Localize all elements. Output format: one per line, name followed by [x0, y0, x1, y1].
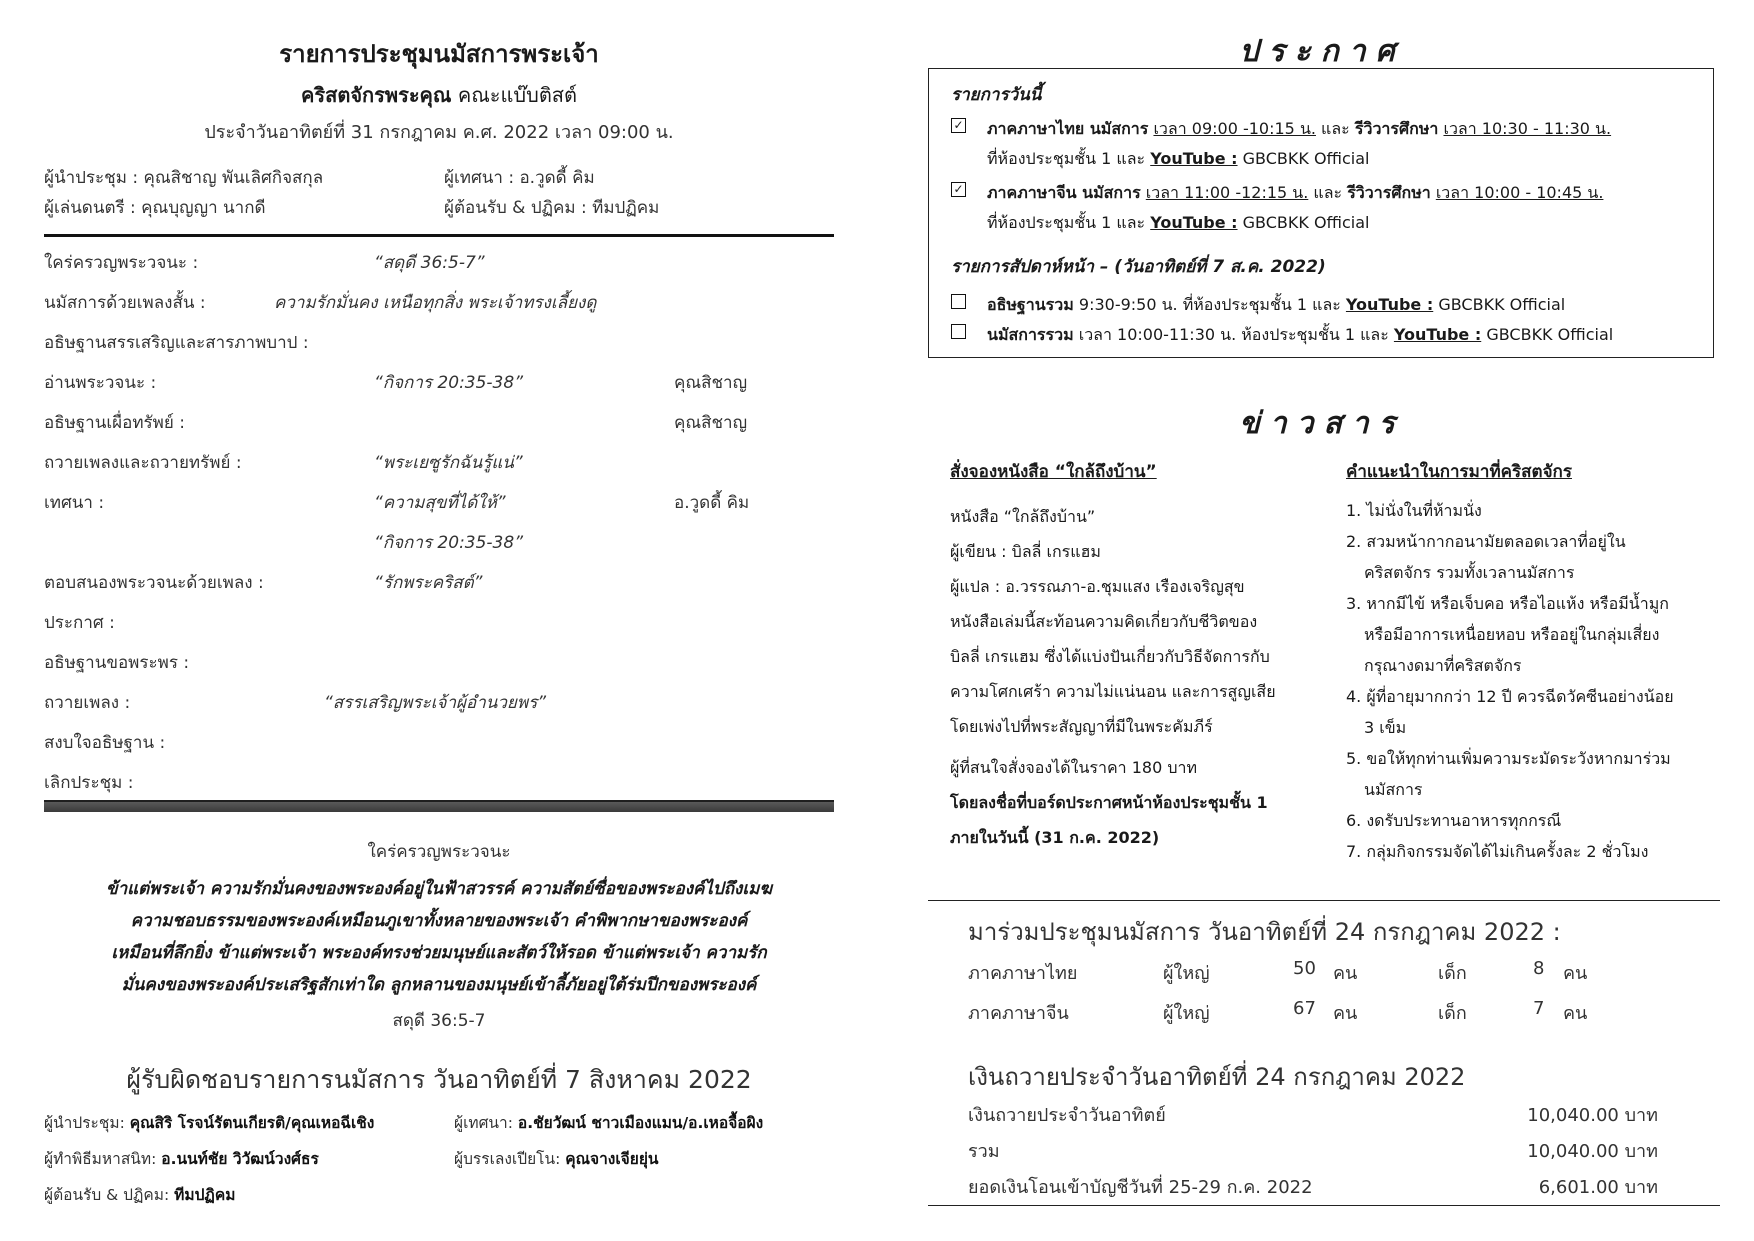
book-price: ผู้ที่สนใจสั่งจองได้ในราคา 180 บาท	[950, 758, 1198, 777]
visit-guidelines	[1346, 458, 1716, 867]
resp-welcome: ผู้ต้อนรับ & ปฏิคม: ทีมปฏิคม	[44, 1186, 236, 1204]
header-divider	[44, 234, 834, 237]
church-denomination: คณะแบ๊บติสต์	[457, 83, 577, 107]
next-week-responsible	[44, 1110, 844, 1210]
book-line: บิลลี่ เกรแฮม ซึ่งได้แบ่งปันเกี่ยวกับวิธีจัดการกับ	[950, 647, 1270, 666]
book-line: ความโศกเศร้า ความไม่แน่นอน และการสูญเสีย	[950, 682, 1276, 701]
order-row	[44, 483, 834, 517]
guideline-item	[1346, 743, 1716, 805]
offering-row-total: รวม 10,040.00 บาท	[968, 1141, 1658, 1162]
resp-leader: ผู้นำประชุม: คุณสิริ โรจน์รัตนเกียรติ/คุณเหอฉีเชิง	[44, 1114, 375, 1132]
leader-line: ผู้นำประชุม : คุณสิชาญ พันเลิศกิจสกุล	[44, 168, 324, 188]
book-line: ผู้เขียน : บิลลี่ เกรแฮม	[950, 542, 1101, 561]
order-detail: “กิจการ 20:35-38”	[374, 373, 523, 393]
order-label: ถวายเพลง :	[44, 693, 131, 713]
guideline-text-cont: 3 เข็ม	[1364, 718, 1407, 737]
youtube-link[interactable]: YouTube :	[1393, 325, 1482, 344]
news-title: ข่าวสาร	[1239, 406, 1405, 441]
youtube-link[interactable]: YouTube :	[1345, 295, 1434, 314]
next-item-worship: นมัสการรวม เวลา 10:00-11:30 น. ห้องประชุมชั้น 1 และ YouTube : GBCBKK Official	[951, 323, 1691, 349]
order-label: อธิษฐานเผื่อทรัพย์ :	[44, 413, 185, 433]
order-label: เลิกประชุม :	[44, 773, 134, 793]
scripture-reference: สดุดี 36:5-7	[392, 1011, 486, 1031]
book-order-deadline: ภายในวันนี้ (31 ก.ค. 2022)	[950, 828, 1160, 847]
next-week-responsible-title: ผู้รับผิดชอบรายการนมัสการ วันอาทิตย์ที่ 7 สิงหาคม 2022	[126, 1065, 752, 1094]
offering-row-sunday: เงินถวายประจำวันอาทิตย์ 10,040.00 บาท	[968, 1105, 1658, 1126]
guidelines-list	[1346, 495, 1716, 867]
guideline-item	[1346, 495, 1716, 526]
order-label: ถวายเพลงและถวายทรัพย์ :	[44, 453, 242, 473]
musician-line: ผู้เล่นดนตรี : คุณบุญญา นากดี	[44, 198, 266, 218]
welcome-line: ผู้ต้อนรับ & ปฏิคม : ทีมปฏิคม	[444, 198, 660, 218]
guideline-text-cont: หรือมีอาการเหนื่อยหอบ หรืออยู่ในกลุ่มเสี่ยง	[1364, 625, 1660, 644]
order-row	[44, 763, 834, 797]
guideline-text-cont: นมัสการ	[1364, 780, 1423, 799]
book-heading: สั่งจองหนังสือ “ใกล้ถึงบ้าน”	[950, 462, 1157, 482]
order-label: ประกาศ :	[44, 613, 115, 633]
book-line: หนังสือ “ใกล้ถึงบ้าน”	[950, 507, 1096, 526]
guideline-item	[1346, 681, 1716, 743]
checkbox-empty-icon	[951, 294, 966, 309]
order-person: คุณสิชาญ	[674, 373, 748, 393]
checkbox-empty-icon	[951, 324, 966, 339]
order-person: อ.วูดดี้ คิม	[674, 493, 750, 513]
offering-row-transfer: ยอดเงินโอนเข้าบัญชีวันที่ 25-29 ก.ค. 2022 6,601.00 บาท	[968, 1177, 1658, 1198]
order-label: เทศนา :	[44, 493, 105, 513]
book-line: หนังสือเล่มนี้สะท้อนความคิดเกี่ยวกับชีวิตของ	[950, 612, 1258, 631]
attendance-title: มาร่วมประชุมนมัสการ วันอาทิตย์ที่ 24 กรกฎาคม 2022 :	[968, 918, 1561, 946]
guideline-text: 5. ขอให้ทุกท่านเพิ่มความระมัดระวังหากมาร่วม	[1346, 749, 1671, 768]
order-row	[44, 243, 834, 277]
order-row	[44, 363, 834, 397]
order-detail: “สรรเสริญพระเจ้าผู้อำนวยพร”	[324, 693, 547, 713]
resp-pianist: ผู้บรรเลงเปียโน: คุณจางเจียยุ่น	[454, 1150, 659, 1168]
book-preorder	[950, 458, 1330, 855]
order-row	[44, 403, 834, 437]
scripture-meditation	[44, 838, 834, 1034]
today-heading: รายการวันนี้	[951, 85, 1042, 105]
guideline-text: 6. งดรับประทานอาหารทุกกรณี	[1346, 811, 1562, 830]
order-row	[44, 283, 834, 317]
order-row	[44, 323, 834, 357]
guideline-item	[1346, 526, 1716, 588]
section-divider-bar	[44, 800, 834, 812]
scripture-line: เหมือนที่ลึกยิ่ง ข้าแต่พระเจ้า พระองค์ทรงช่วยมนุษย์และสัตว์ให้รอด ข้าแต่พระเจ้า ความรัก	[111, 943, 767, 963]
order-detail: “กิจการ 20:35-38”	[374, 533, 523, 553]
order-detail: “รักพระคริสต์”	[374, 573, 483, 593]
service-order-panel	[44, 30, 834, 813]
guideline-text-cont: กรุณางดมาที่คริสตจักร	[1364, 656, 1522, 675]
order-row	[44, 683, 834, 717]
church-name	[44, 79, 834, 111]
guideline-text: 3. หากมีไข้ หรือเจ็บคอ หรือไอแห้ง หรือมีน้ำมูก	[1346, 594, 1669, 613]
bottom-divider	[928, 1205, 1720, 1206]
order-row	[44, 723, 834, 757]
guideline-item	[1346, 836, 1716, 867]
order-person: คุณสิชาญ	[674, 413, 748, 433]
order-row	[44, 443, 834, 477]
scripture-line: มั่นคงของพระองค์ประเสริฐสักเท่าใด ลูกหลานของมนุษย์เข้าลี้ภัยอยู่ใต้ร่มปีกของพระองค์	[121, 975, 757, 995]
order-detail: “สดุดี 36:5-7”	[374, 253, 485, 273]
checkbox-checked-icon: ✓	[951, 182, 966, 197]
resp-preacher: ผู้เทศนา: อ.ชัยวัฒน์ ชาวเมืองแมน/อ.เหอจื้อผิง	[454, 1114, 764, 1132]
book-line: โดยเพ่งไปที่พระสัญญาที่มีในพระคัมภีร์	[950, 717, 1213, 736]
guideline-item	[1346, 805, 1716, 836]
order-label: สงบใจอธิษฐาน :	[44, 733, 166, 753]
attendance-row-thai: ภาคภาษาไทย ผู้ใหญ่ 50 คน เด็ก 8 คน	[968, 958, 1588, 984]
order-row	[44, 563, 834, 597]
guideline-item	[1346, 588, 1716, 681]
book-order-instruction: โดยลงชื่อที่บอร์ดประกาศหน้าห้องประชุมชั้น 1	[950, 793, 1268, 812]
book-line: ผู้แปล : อ.วรรณภา-อ.ชุมแสง เรืองเจริญสุข	[950, 577, 1245, 596]
guideline-text: 4. ผู้ที่อายุมากกว่า 12 ปี ควรฉีดวัคซีนอย่างน้อย	[1346, 687, 1674, 706]
today-item-thai: ✓ ภาคภาษาไทย นมัสการ เวลา 09:00 -10:15 น. และ รีวิวารศึกษา เวลา 10:30 - 11:30 น. ที่ห้องประชุมชั้น 1 และ YouTube : GBCBKK Official	[951, 117, 1691, 177]
checkbox-checked-icon: ✓	[951, 118, 966, 133]
scripture-line: ข้าแต่พระเจ้า ความรักมั่นคงของพระองค์อยู่ในฟ้าสวรรค์ ความสัตย์ซื่อของพระองค์ไปถึงเมฆ	[106, 879, 772, 899]
stats-divider	[928, 900, 1720, 901]
service-date: ประจำวันอาทิตย์ที่ 31 กรกฎาคม ค.ศ. 2022 เวลา 09:00 น.	[204, 122, 674, 143]
order-label: นมัสการด้วยเพลงสั้น :	[44, 293, 206, 313]
order-row	[44, 523, 834, 557]
order-detail: “ความสุขที่ได้ให้”	[374, 493, 506, 513]
order-detail: ความรักมั่นคง เหนือทุกสิ่ง พระเจ้าทรงเลี้ยงดู	[274, 293, 597, 313]
order-detail: “พระเยซูรักฉันรู้แน่”	[374, 453, 523, 473]
announcements-box	[928, 68, 1714, 358]
order-label: อธิษฐานสรรเสริญและสารภาพบาป :	[44, 333, 309, 353]
guideline-text: 7. กลุ่มกิจกรรมจัดได้ไม่เกินครั้งละ 2 ชั่วโมง	[1346, 842, 1649, 861]
guideline-text: 1. ไม่นั่งในที่ห้ามนั่ง	[1346, 501, 1482, 520]
today-item-chinese: ✓ ภาคภาษาจีน นมัสการ เวลา 11:00 -12:15 น. และ รีวิวารศึกษา เวลา 10:00 - 10:45 น. ที่ห้องประชุมชั้น 1 และ YouTube : GBCBKK Official	[951, 181, 1691, 241]
service-title: รายการประชุมนมัสการพระเจ้า	[279, 40, 599, 68]
attendance-row-chinese: ภาคภาษาจีน ผู้ใหญ่ 67 คน เด็ก 7 คน	[968, 998, 1588, 1024]
order-row	[44, 603, 834, 637]
order-row	[44, 643, 834, 677]
guideline-text-cont: คริสตจักร รวมทั้งเวลานมัสการ	[1364, 563, 1575, 582]
next-item-prayer: อธิษฐานรวม 9:30-9:50 น. ที่ห้องประชุมชั้น 1 และ YouTube : GBCBKK Official	[951, 293, 1691, 319]
scripture-heading: ใคร่ครวญพระวจนะ	[367, 842, 511, 862]
order-label: อธิษฐานขอพระพร :	[44, 653, 190, 673]
youtube-link[interactable]: YouTube :	[1150, 149, 1238, 168]
order-of-service	[44, 243, 834, 813]
announcements-title: ประกาศ	[1239, 34, 1405, 69]
order-label: ใคร่ครวญพระวจนะ :	[44, 253, 199, 273]
resp-communion: ผู้ทำพิธีมหาสนิท: อ.นนท์ชัย วิวัฒน์วงศ์ธร	[44, 1150, 319, 1168]
scripture-text	[44, 873, 834, 1001]
leaders-block	[44, 158, 834, 222]
guideline-text: 2. สวมหน้ากากอนามัยตลอดเวลาที่อยู่ใน	[1346, 532, 1626, 551]
offering-title: เงินถวายประจำวันอาทิตย์ที่ 24 กรกฎาคม 2022	[968, 1063, 1466, 1091]
order-label: อ่านพระวจนะ :	[44, 373, 157, 393]
church-name-bold: คริสตจักรพระคุณ	[301, 83, 452, 107]
guidelines-heading: คำแนะนำในการมาที่คริสตจักร	[1346, 462, 1572, 482]
youtube-link[interactable]: YouTube :	[1150, 213, 1238, 232]
order-label: ตอบสนองพระวจนะด้วยเพลง :	[44, 573, 264, 593]
next-week-heading: รายการสัปดาห์หน้า – (วันอาทิตย์ที่ 7 ส.ค. 2022)	[951, 257, 1326, 277]
scripture-line: ความชอบธรรมของพระองค์เหมือนภูเขาทั้งหลายของพระเจ้า คำพิพากษาของพระองค์	[130, 911, 748, 931]
preacher-line: ผู้เทศนา : อ.วูดดี้ คิม	[444, 168, 595, 188]
